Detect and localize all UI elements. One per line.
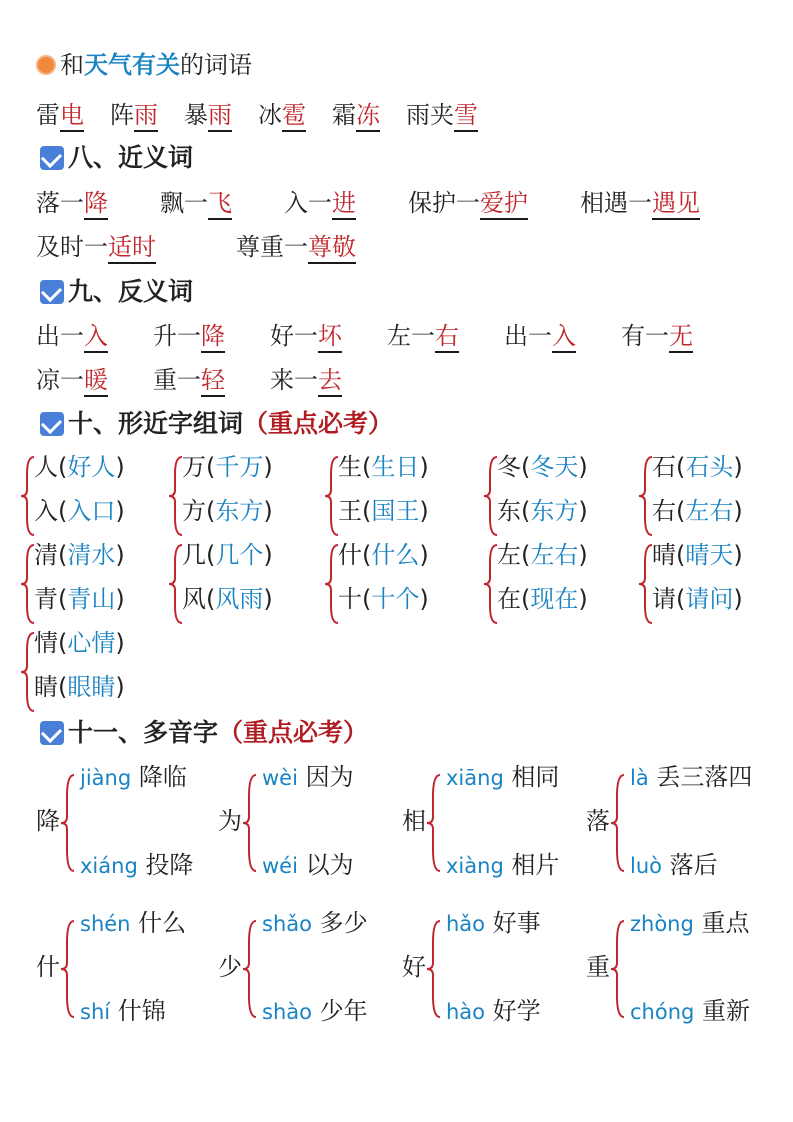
similar-char-entry: 王(国王) [338,497,429,525]
polyphonic-word: 以为 [305,851,354,879]
weather-word: 霜冻 [332,101,380,129]
similar-char-entry: 石(石头) [652,453,743,481]
similar-word: 风雨 [215,585,264,613]
similar-char: 在 [497,585,521,613]
checkbox-icon [40,412,64,436]
similar-char-entry: 人(好人) [34,453,125,481]
similar-word: 东方 [215,497,264,525]
polyphonic-heading: 十一、多音字（重点必考） [40,717,368,749]
similar-char-entry: 风(风雨) [182,585,273,613]
synonym-pair: 入一进 [284,189,356,217]
polyphonic-reading [630,908,749,939]
similar-word: 晴天 [685,541,734,569]
similar-heading: 十、形近字组词（重点必考） [40,408,393,440]
polyphonic-char-text: 重 [586,953,610,981]
similar-char: 东 [497,497,521,525]
polyphonic-word: 投降 [145,851,194,879]
curly-brace-icon [66,920,78,1018]
similar-char: 左 [497,541,521,569]
similar-word: 千万 [215,453,264,481]
polyphonic-char [36,952,60,982]
similar-word: 十个 [371,585,420,613]
similar-char: 入 [34,497,58,525]
polyphonic-char-text: 什 [36,953,60,981]
weather-heading: 和天气有关的词语 [36,50,252,80]
weather-word: 雨夹雪 [406,101,478,132]
pinyin: jiàng [80,766,132,790]
antonym-pair: 来一去 [270,366,342,397]
synonym-pair: 尊重一尊敬 [236,233,356,264]
pinyin: xiáng [80,854,138,878]
similar-char-entry: 生(生日) [338,453,429,481]
similar-word: 几个 [215,541,264,569]
polyphonic-reading [262,850,354,881]
similar-word: 左右 [685,497,734,525]
similar-word: 生日 [371,453,420,481]
polyphonic-reading [80,908,186,939]
similar-word: 左右 [530,541,579,569]
polyphonic-word: 什么 [138,909,187,937]
polyphonic-char [402,806,426,836]
synonym-pair: 及时一适时 [36,233,156,261]
polyphonic-word: 相片 [511,851,560,879]
antonym-pair: 有一无 [621,322,693,353]
weather-word: 暴雨 [184,101,232,129]
curly-brace-icon [616,774,628,872]
similar-char: 情 [34,629,58,657]
similar-word: 青山 [67,585,116,613]
antonym-row-1 [36,321,693,351]
pinyin: shǎo [262,912,312,936]
similar-word: 冬天 [530,453,579,481]
similar-char-entry: 请(请问) [652,585,743,613]
antonym-pair: 凉一暖 [36,366,108,394]
pinyin: luò [630,854,662,878]
antonym-pair: 左一右 [387,322,459,350]
similar-char-entry: 晴(晴天) [652,541,743,569]
polyphonic-word: 落后 [669,851,718,879]
similar-char-entry: 方(东方) [182,497,273,525]
similar-char-entry: 什(什么) [338,541,429,569]
similar-char-entry: 十(十个) [338,585,429,613]
pinyin: hǎo [446,912,486,936]
curly-brace-icon [432,920,444,1018]
pinyin: wèi [262,766,298,790]
synonym-pair: 保护一爱护 [408,189,528,217]
polyphonic-char-text: 落 [586,807,610,835]
similar-char-entry: 东(东方) [497,497,588,525]
polyphonic-word: 重点 [701,909,750,937]
polyphonic-char-text: 为 [218,807,242,835]
similar-char: 万 [182,453,206,481]
pinyin: chóng [630,1000,695,1024]
similar-char: 睛 [34,673,58,701]
curly-brace-icon [248,774,260,872]
checkbox-icon [40,280,64,304]
polyphonic-char [218,806,242,836]
similar-word: 请问 [685,585,734,613]
similar-char-entry: 万(千万) [182,453,273,481]
polyphonic-word: 因为 [305,763,354,791]
polyphonic-word: 什锦 [117,997,166,1025]
similar-char: 风 [182,585,206,613]
similar-char-entry: 在(现在) [497,585,588,613]
similar-word: 好人 [67,453,116,481]
pinyin: wéi [262,854,298,878]
pinyin: là [630,766,649,790]
pinyin: xiāng [446,766,504,790]
similar-char: 十 [338,585,362,613]
similar-word: 什么 [371,541,420,569]
polyphonic-word: 降临 [138,763,187,791]
polyphonic-word: 重新 [701,997,750,1025]
synonym-row-2 [36,232,356,262]
similar-char: 方 [182,497,206,525]
polyphonic-reading [262,762,354,793]
similar-char-entry: 睛(眼睛) [34,673,125,701]
polyphonic-char-text: 降 [36,807,60,835]
polyphonic-reading [446,908,541,939]
curly-brace-icon [616,920,628,1018]
similar-char: 石 [652,453,676,481]
polyphonic-reading [80,996,166,1027]
similar-char-entry: 清(清水) [34,541,125,569]
polyphonic-word: 好学 [492,997,541,1025]
pinyin: xiàng [446,854,504,878]
polyphonic-reading [80,850,193,881]
polyphonic-char [402,952,426,982]
similar-word: 清水 [67,541,116,569]
orange-dot-icon [36,55,56,75]
curly-brace-icon [432,774,444,872]
similar-char: 右 [652,497,676,525]
similar-word: 心情 [67,629,116,657]
similar-char: 请 [652,585,676,613]
pinyin: shí [80,1000,111,1024]
antonym-pair: 出一入 [36,322,108,350]
similar-char: 什 [338,541,362,569]
polyphonic-char-text: 好 [402,953,426,981]
similar-char: 生 [338,453,362,481]
curly-brace-icon [66,774,78,872]
similar-char: 清 [34,541,58,569]
polyphonic-reading [262,908,368,939]
polyphonic-word: 多少 [319,909,368,937]
antonym-pair: 重一轻 [153,366,225,394]
weather-word: 雷电 [36,101,84,129]
synonym-pair: 落一降 [36,189,108,217]
similar-word: 东方 [530,497,579,525]
antonym-pair: 出一入 [504,322,576,350]
similar-char-entry: 情(心情) [34,629,125,657]
pinyin: shén [80,912,131,936]
checkbox-icon [40,721,64,745]
similar-word: 现在 [530,585,579,613]
weather-word: 冰雹 [258,101,306,129]
antonyms-heading: 九、反义词 [40,276,193,308]
polyphonic-reading [262,996,368,1027]
similar-word: 入口 [67,497,116,525]
similar-char-entry: 冬(冬天) [497,453,588,481]
polyphonic-reading [446,996,541,1027]
similar-char: 青 [34,585,58,613]
similar-char-entry: 几(几个) [182,541,273,569]
weather-words [36,100,478,130]
curly-brace-icon [248,920,260,1018]
weather-word: 阵雨 [110,101,158,129]
similar-char: 王 [338,497,362,525]
polyphonic-reading [630,850,718,881]
synonym-row-1 [36,188,700,218]
polyphonic-reading [446,850,559,881]
polyphonic-reading [446,762,559,793]
similar-word: 眼睛 [67,673,116,701]
antonym-pair: 升一降 [153,322,225,350]
antonym-row-2 [36,365,342,395]
checkbox-icon [40,146,64,170]
similar-char: 人 [34,453,58,481]
polyphonic-char [218,952,242,982]
polyphonic-char [586,806,610,836]
polyphonic-word: 好事 [492,909,541,937]
synonym-pair: 相遇一遇见 [580,189,700,220]
similar-char-entry: 右(左右) [652,497,743,525]
similar-word: 国王 [371,497,420,525]
polyphonic-char-text: 相 [402,807,426,835]
polyphonic-word: 少年 [319,997,368,1025]
similar-char: 晴 [652,541,676,569]
polyphonic-char [36,806,60,836]
antonym-pair: 好一坏 [270,322,342,350]
polyphonic-reading [630,762,752,793]
pinyin: zhòng [630,912,694,936]
polyphonic-word: 相同 [511,763,560,791]
pinyin: hào [446,1000,486,1024]
polyphonic-word: 丢三落四 [656,763,753,791]
similar-char-entry: 左(左右) [497,541,588,569]
polyphonic-reading [80,762,187,793]
similar-char: 冬 [497,453,521,481]
similar-char-entry: 入(入口) [34,497,125,525]
synonym-pair: 飘一飞 [160,189,232,217]
polyphonic-reading [630,996,750,1027]
similar-char-entry: 青(青山) [34,585,125,613]
similar-word: 石头 [685,453,734,481]
polyphonic-char-text: 少 [218,953,242,981]
polyphonic-char [586,952,610,982]
similar-char: 几 [182,541,206,569]
pinyin: shào [262,1000,312,1024]
synonyms-heading: 八、近义词 [40,142,193,174]
